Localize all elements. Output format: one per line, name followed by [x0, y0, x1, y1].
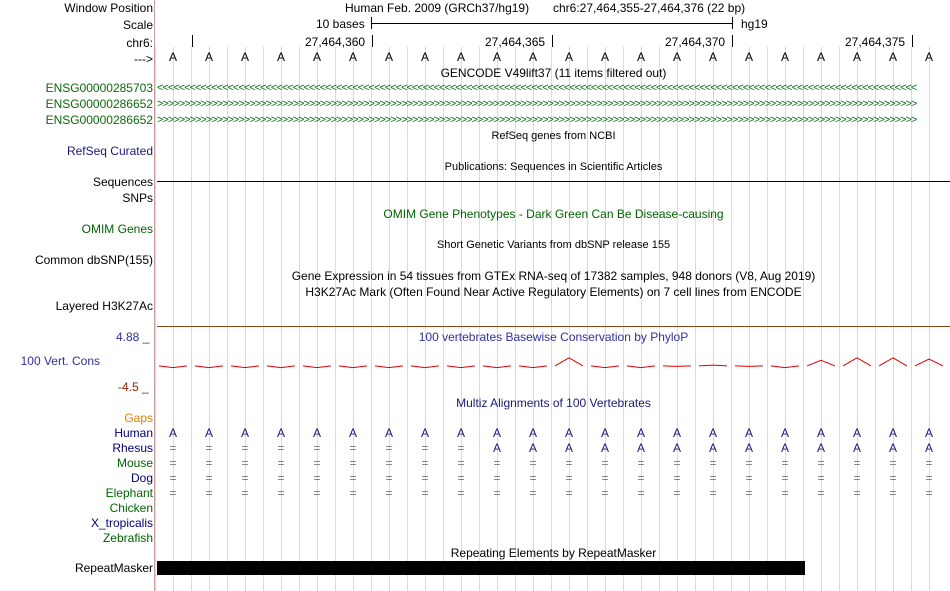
h3k27ac-label[interactable]: Layered H3K27Ac — [55, 299, 153, 313]
alignment-base: = — [601, 456, 609, 470]
alignment-base: = — [457, 486, 465, 500]
phylop-value-mark — [483, 366, 511, 368]
alignment-base: = — [349, 441, 357, 455]
ruler-tick-2 — [552, 35, 553, 47]
alignment-base: A — [240, 426, 249, 440]
gencode-track-title[interactable]: GENCODE V49lift37 (11 items filtered out) — [440, 66, 667, 80]
alignment-base: A — [744, 441, 753, 455]
phylop-value-mark — [591, 366, 619, 368]
alignment-base: = — [601, 486, 609, 500]
alignment-base: = — [781, 471, 789, 485]
scale-bar — [371, 23, 732, 24]
alignment-base: = — [421, 486, 429, 500]
alignment-base: A — [636, 441, 645, 455]
sequences-label[interactable]: Sequences — [92, 175, 153, 189]
dna-base: A — [708, 50, 717, 64]
phylop-label[interactable]: 100 Vert. Cons — [20, 354, 100, 368]
alignment-base: = — [277, 471, 285, 485]
alignment-base: = — [421, 456, 429, 470]
chrom-label: chr6: — [126, 36, 153, 50]
phylop-value-mark — [519, 366, 547, 368]
dna-base: A — [240, 50, 249, 64]
ruler-tick-3 — [732, 35, 733, 47]
alignment-base: = — [241, 471, 249, 485]
alignment-base: A — [600, 441, 609, 455]
alignment-base: = — [313, 441, 321, 455]
scale-db: hg19 — [741, 17, 768, 31]
dna-base: A — [564, 50, 573, 64]
alignment-base: = — [565, 471, 573, 485]
alignment-base: = — [853, 486, 861, 500]
alignment-base: = — [529, 456, 537, 470]
alignment-base: = — [889, 456, 897, 470]
scale-label: Scale — [122, 18, 153, 32]
alignment-base: A — [636, 426, 645, 440]
alignment-base: = — [241, 441, 249, 455]
alignment-base: = — [349, 486, 357, 500]
alignment-base: = — [205, 486, 213, 500]
phylop-max-label: 4.88 _ — [116, 330, 150, 344]
alignment-base: = — [385, 486, 393, 500]
phylop-value-mark — [843, 358, 871, 366]
alignment-base: A — [744, 426, 753, 440]
alignment-base: = — [565, 486, 573, 500]
refseq-label[interactable]: RefSeq Curated — [66, 144, 153, 158]
sequences-line — [157, 181, 950, 182]
alignment-base: A — [564, 441, 573, 455]
repeatmasker-label[interactable]: RepeatMasker — [74, 561, 153, 575]
dna-base: A — [816, 50, 825, 64]
alignment-base: A — [816, 426, 825, 440]
alignment-base: A — [528, 441, 537, 455]
gene-label-2[interactable]: ENSG00000286652 — [45, 97, 153, 111]
alignment-base: = — [529, 471, 537, 485]
alignment-base: A — [888, 441, 897, 455]
species-label[interactable]: Zebrafish — [102, 531, 153, 545]
alignment-base: = — [385, 441, 393, 455]
dna-base: A — [528, 50, 537, 64]
alignment-base: = — [313, 486, 321, 500]
phylop-value-mark — [159, 366, 187, 368]
alignment-base: = — [601, 471, 609, 485]
phylop-value-mark — [267, 366, 295, 368]
dna-base: A — [672, 50, 681, 64]
dna-base: A — [420, 50, 429, 64]
alignment-base: A — [168, 426, 177, 440]
alignment-base: = — [709, 456, 717, 470]
gtex-track-title[interactable]: Gene Expression in 54 tissues from GTEx RNA-seq of 17382 samples, 948 donors (V8, Aug 2019) — [291, 269, 816, 283]
dna-base: A — [780, 50, 789, 64]
ruler-tick-start — [192, 35, 193, 47]
alignment-base: = — [925, 456, 933, 470]
phylop-value-mark — [447, 366, 475, 368]
species-label[interactable]: Chicken — [109, 501, 153, 515]
alignment-base: = — [673, 471, 681, 485]
dna-base: A — [600, 50, 609, 64]
alignment-base: A — [852, 426, 861, 440]
alignment-base: = — [745, 456, 753, 470]
dna-base: A — [276, 50, 285, 64]
alignment-base: = — [169, 441, 177, 455]
dna-base: A — [204, 50, 213, 64]
coord-label-3: 27,464,370 — [665, 35, 726, 49]
dbsnp-track-title[interactable]: Short Genetic Variants from dbSNP release 155 — [436, 239, 671, 251]
alignment-base: A — [456, 426, 465, 440]
alignment-base: = — [673, 456, 681, 470]
alignment-base: = — [457, 441, 465, 455]
phylop-track-title[interactable]: 100 vertebrates Basewise Conservation by PhyloP — [418, 330, 689, 344]
alignment-base: A — [852, 441, 861, 455]
coord-label-2: 27,464,365 — [485, 35, 546, 49]
coord-label-4: 27,464,375 — [845, 35, 906, 49]
phylop-value-mark — [375, 366, 403, 368]
phylop-value-mark — [231, 366, 259, 368]
alignment-base: = — [349, 471, 357, 485]
position-text: chr6:27,464,355-27,464,376 (22 bp) — [553, 1, 746, 15]
alignment-base: = — [421, 441, 429, 455]
alignment-base: = — [169, 456, 177, 470]
dna-base: A — [348, 50, 357, 64]
assembly-text: Human Feb. 2009 (GRCh37/hg19) — [345, 1, 530, 15]
phylop-value-mark — [771, 366, 799, 368]
alignment-base: = — [277, 486, 285, 500]
alignment-base: = — [349, 456, 357, 470]
alignment-base: A — [924, 441, 933, 455]
alignment-base: = — [709, 471, 717, 485]
phylop-value-mark — [339, 366, 367, 368]
alignment-base: A — [528, 426, 537, 440]
omim-track-title[interactable]: OMIM Gene Phenotypes - Dark Green Can Be Disease-causing — [383, 207, 724, 221]
publications-track-title[interactable]: Publications: Sequences in Scientific Articles — [444, 161, 663, 173]
alignment-base: = — [313, 471, 321, 485]
dna-base: A — [852, 50, 861, 64]
phylop-value-mark — [915, 359, 943, 366]
alignment-base: A — [600, 426, 609, 440]
species-label[interactable]: Human — [114, 426, 153, 440]
alignment-base: A — [204, 426, 213, 440]
alignment-base: = — [241, 486, 249, 500]
alignment-base: = — [709, 486, 717, 500]
repeatmasker-element-bar[interactable] — [157, 561, 805, 575]
alignment-base: = — [781, 456, 789, 470]
scale-bar-left-end — [371, 17, 372, 29]
phylop-value-mark — [807, 360, 835, 366]
alignment-base: = — [817, 486, 825, 500]
gene-track-line-3[interactable]: >>>>>>>>>>>>>>>>>>>>>>>>>>>>>>>>>>>>>>>>>>>>>>>>>>>>>>>>>>>>>>>>>>>>>>>>>>>>>>>>>>>>>>>>>>>>>>>>>>>>>>>>>>>>>>>>>>>>>>>>>>>>>>>>>>>>>>>>>>>> — [157, 114, 917, 126]
strand-arrow-label: ---> — [134, 52, 153, 66]
alignment-base: = — [493, 486, 501, 500]
phylop-value-mark — [411, 366, 439, 368]
alignment-base: = — [241, 456, 249, 470]
alignment-base: = — [385, 456, 393, 470]
repeatmasker-track-title[interactable]: Repeating Elements by RepeatMasker — [450, 546, 657, 560]
alignment-base: A — [708, 441, 717, 455]
alignment-base: A — [276, 426, 285, 440]
dna-base: A — [744, 50, 753, 64]
gene-track-line-2[interactable]: >>>>>>>>>>>>>>>>>>>>>>>>>>>>>>>>>>>>>>>>>>>>>>>>>>>>>>>>>>>>>>>>>>>>>>>>>>>>>>>>>>>>>>>>>>>>>>>>>>>>>>>>>>>>>>>>>>>>>>>>>>>>>>>>>>>>>>>>>>>> — [157, 98, 917, 110]
alignment-base: A — [924, 426, 933, 440]
dna-base: A — [888, 50, 897, 64]
dna-base: A — [636, 50, 645, 64]
alignment-base: = — [385, 471, 393, 485]
alignment-base: A — [672, 426, 681, 440]
window-position-label: Window Position — [64, 1, 153, 15]
alignment-base: A — [708, 426, 717, 440]
alignment-base: = — [277, 441, 285, 455]
alignment-base: A — [420, 426, 429, 440]
dna-base: A — [312, 50, 321, 64]
alignment-base: = — [925, 471, 933, 485]
gaps-label[interactable]: Gaps — [124, 411, 153, 425]
phylop-value-mark — [195, 366, 223, 368]
alignment-base: = — [637, 471, 645, 485]
alignment-base: = — [889, 486, 897, 500]
species-label[interactable]: Rhesus — [112, 441, 153, 455]
ruler-tick-4 — [912, 35, 913, 47]
species-label[interactable]: Elephant — [105, 486, 153, 500]
dbsnp-label[interactable]: Common dbSNP(155) — [34, 253, 153, 267]
scale-text: 10 bases — [316, 17, 365, 31]
label-column-divider — [154, 0, 155, 591]
phylop-value-mark — [555, 358, 583, 366]
alignment-base: A — [780, 426, 789, 440]
phylop-value-mark — [879, 358, 907, 366]
dna-base: A — [456, 50, 465, 64]
alignment-base: = — [853, 471, 861, 485]
ruler-tick-1 — [372, 35, 373, 47]
alignment-base: A — [564, 426, 573, 440]
alignment-base: = — [205, 456, 213, 470]
dna-base: A — [168, 50, 177, 64]
grid-line — [155, 47, 156, 591]
species-label[interactable]: Dog — [130, 471, 153, 485]
snps-label[interactable]: SNPs — [122, 191, 153, 205]
alignment-base: A — [672, 441, 681, 455]
alignment-base: A — [492, 441, 501, 455]
alignment-base: = — [745, 471, 753, 485]
h3k27ac-track-title[interactable]: H3K27Ac Mark (Often Found Near Active Regulatory Elements) on 7 cell lines from ENCODE — [305, 285, 802, 299]
phylop-min-label: -4.5 _ — [118, 380, 149, 394]
phylop-wiggle-plot[interactable] — [157, 340, 950, 386]
alignment-base: A — [492, 426, 501, 440]
alignment-base: = — [205, 471, 213, 485]
alignment-base: = — [277, 456, 285, 470]
gene-label-1[interactable]: ENSG00000285703 — [45, 81, 153, 95]
dna-base: A — [384, 50, 393, 64]
phylop-value-mark — [303, 366, 331, 368]
alignment-base: = — [205, 441, 213, 455]
alignment-base: = — [637, 456, 645, 470]
alignment-base: = — [493, 471, 501, 485]
alignment-base: = — [817, 471, 825, 485]
dna-base: A — [492, 50, 501, 64]
alignment-base: = — [925, 486, 933, 500]
species-label[interactable]: X_tropicalis — [90, 516, 153, 530]
alignment-base: = — [457, 471, 465, 485]
alignment-base: A — [384, 426, 393, 440]
scale-bar-right-end — [732, 17, 733, 29]
alignment-base: A — [816, 441, 825, 455]
phylop-value-mark — [627, 366, 655, 368]
gene-track-line-1[interactable]: <<<<<<<<<<<<<<<<<<<<<<<<<<<<<<<<<<<<<<<<<<<<<<<<<<<<<<<<<<<<<<<<<<<<<<<<<<<<<<<<<<<<<<<<<<<<<<<<<<<<<<<<<<<<<<<<<<<<<<<<<<<<<<<<<<<<<<<<<<<< — [157, 82, 917, 94]
alignment-base: = — [529, 486, 537, 500]
h3k27ac-baseline — [157, 326, 950, 327]
alignment-base: = — [169, 486, 177, 500]
alignment-base: = — [817, 456, 825, 470]
alignment-base: = — [673, 486, 681, 500]
alignment-base: = — [745, 486, 753, 500]
alignment-base: = — [313, 456, 321, 470]
alignment-base: A — [312, 426, 321, 440]
alignment-base: = — [853, 456, 861, 470]
alignment-base: A — [888, 426, 897, 440]
refseq-track-title[interactable]: RefSeq genes from NCBI — [491, 130, 616, 142]
alignment-base: = — [169, 471, 177, 485]
alignment-base: = — [565, 456, 573, 470]
alignment-base: A — [348, 426, 357, 440]
coord-label-1: 27,464,360 — [305, 35, 366, 49]
alignment-base: = — [421, 471, 429, 485]
alignment-base: = — [637, 486, 645, 500]
species-label[interactable]: Mouse — [116, 456, 153, 470]
gene-label-3[interactable]: ENSG00000286652 — [45, 113, 153, 127]
alignment-base: A — [780, 441, 789, 455]
alignment-base: = — [457, 456, 465, 470]
phylop-value-mark — [699, 365, 727, 366]
alignment-base: = — [889, 471, 897, 485]
alignment-base: = — [493, 456, 501, 470]
omim-label[interactable]: OMIM Genes — [81, 222, 153, 236]
dna-base: A — [924, 50, 933, 64]
multiz-track-title[interactable]: Multiz Alignments of 100 Vertebrates — [456, 396, 651, 410]
alignment-base: = — [781, 486, 789, 500]
